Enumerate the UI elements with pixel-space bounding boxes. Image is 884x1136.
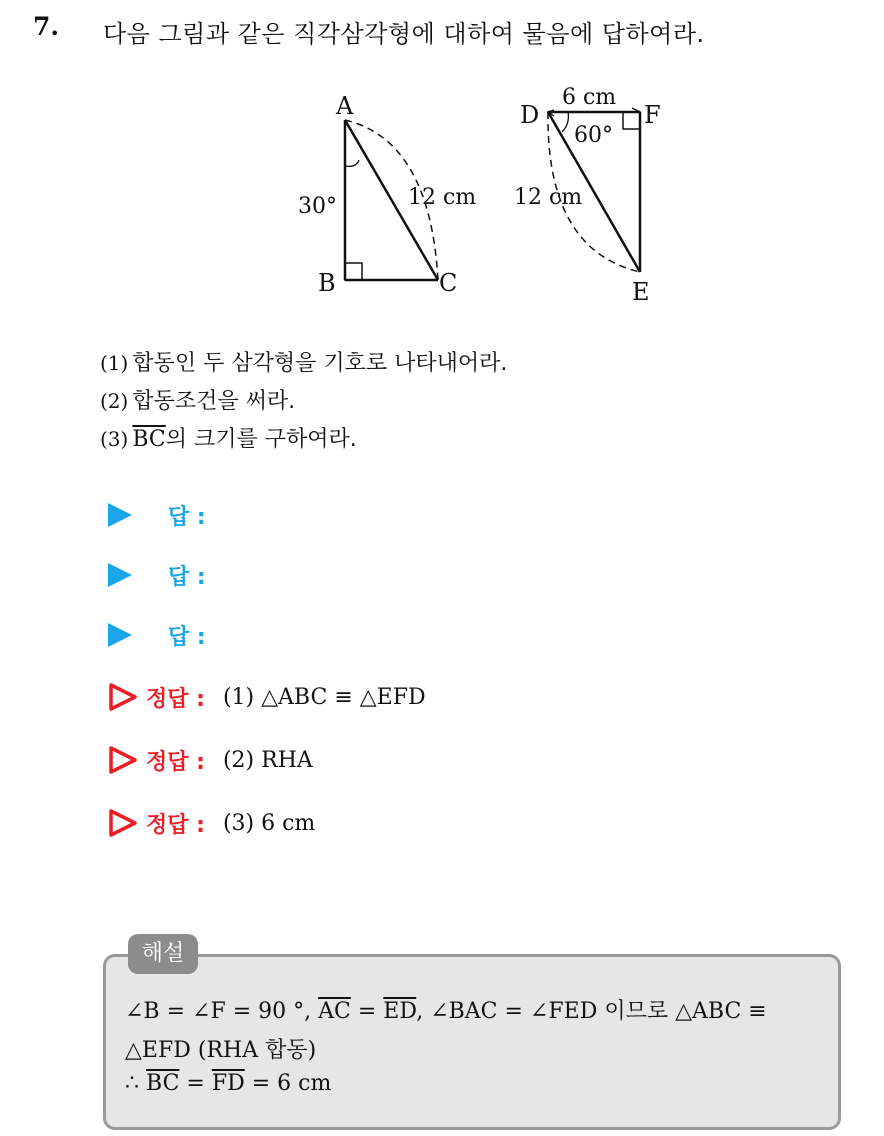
subquestion-3-text: 의 크기를 구하여라.: [165, 427, 357, 452]
subquestion-2: [100, 384, 295, 415]
triangle-abc: [298, 92, 476, 297]
hypotenuse-de-label: 12 cm: [514, 185, 583, 210]
answer-row-3: [108, 619, 206, 651]
correct-answer-1: (1) △ABC ≡ △EFD: [222, 684, 426, 710]
correct-label: 정답 :: [146, 749, 205, 775]
outline-triangle-icon: [108, 682, 138, 712]
triangle-bullet-icon: [108, 503, 132, 527]
vertex-a-label: A: [336, 92, 354, 120]
answer-label: 답 :: [168, 504, 206, 530]
answer-row-1: [108, 499, 206, 531]
subquestion-2-text: 합동조건을 써라.: [132, 389, 296, 414]
vertex-f-label: F: [644, 101, 661, 129]
vertex-b-label: B: [318, 269, 336, 297]
subquestion-1: [100, 346, 507, 377]
explanation-line-2: [125, 1033, 316, 1064]
exp-text: △ABC ≡: [668, 999, 767, 1024]
correct-label: 정답 :: [146, 686, 205, 712]
triangle-bullet-icon: [108, 563, 132, 587]
triangle-dfe: [514, 85, 661, 306]
side-df-label: 6 cm: [562, 85, 617, 110]
exp-text: 합동: [265, 1038, 308, 1063]
exp-text: =: [179, 1071, 212, 1096]
segment-bc: $\overline{BC}$: [132, 427, 166, 452]
segment-ed: $\overline{ED}$: [383, 999, 417, 1024]
correct-row-2: [108, 744, 313, 776]
hypotenuse-ac-label: 12 cm: [408, 185, 477, 210]
explanation-line-1: [125, 994, 767, 1025]
exp-text: △EFD (RHA: [125, 1038, 266, 1063]
vertex-d-label: D: [520, 101, 540, 129]
angle-30-label: 30°: [298, 194, 337, 219]
subquestion-1-number: (1): [100, 351, 129, 375]
answer-row-2: [108, 559, 206, 591]
answer-label: 답 :: [168, 564, 206, 590]
subquestion-1-text: 합동인 두 삼각형을 기호로 나타내어라.: [132, 351, 508, 376]
angle-60-label: 60°: [574, 123, 613, 148]
exp-text: , ∠BAC = ∠FED: [416, 999, 605, 1024]
exp-text: ∠B = ∠F = 90 °,: [125, 999, 319, 1024]
correct-answer-2: (2) RHA: [222, 747, 313, 773]
question-number: 7.: [33, 12, 60, 41]
explanation-tab: 해설: [128, 934, 198, 974]
answer-label: 답 :: [168, 624, 206, 650]
triangle-figure: [280, 80, 700, 310]
vertex-e-label: E: [632, 278, 650, 306]
subquestion-3: [100, 422, 357, 453]
subquestion-2-number: (2): [100, 389, 129, 413]
exp-text: ): [307, 1038, 317, 1063]
exp-text: =: [350, 999, 384, 1024]
subquestion-3-number: (3): [100, 427, 129, 451]
vertex-c-label: C: [439, 269, 458, 297]
segment-bc: $\overline{BC}$: [146, 1071, 180, 1096]
exp-text: = 6 cm: [244, 1071, 332, 1096]
segment-fd: $\overline{FD}$: [211, 1071, 245, 1096]
question-text: 다음 그림과 같은 직각삼각형에 대하여 물음에 답하여라.: [103, 20, 705, 48]
correct-answer-3: (3) 6 cm: [222, 810, 316, 836]
segment-ac: $\overline{AC}$: [318, 999, 351, 1024]
explanation-line-3: [125, 1071, 331, 1096]
triangle-bullet-icon: [108, 623, 132, 647]
exp-text: 이므로: [604, 999, 669, 1024]
correct-label: 정답 :: [146, 812, 205, 838]
correct-row-1: [108, 681, 426, 713]
outline-triangle-icon: [108, 808, 138, 838]
therefore-symbol: ∴: [125, 1071, 146, 1096]
correct-row-3: [108, 807, 315, 839]
outline-triangle-icon: [108, 745, 138, 775]
